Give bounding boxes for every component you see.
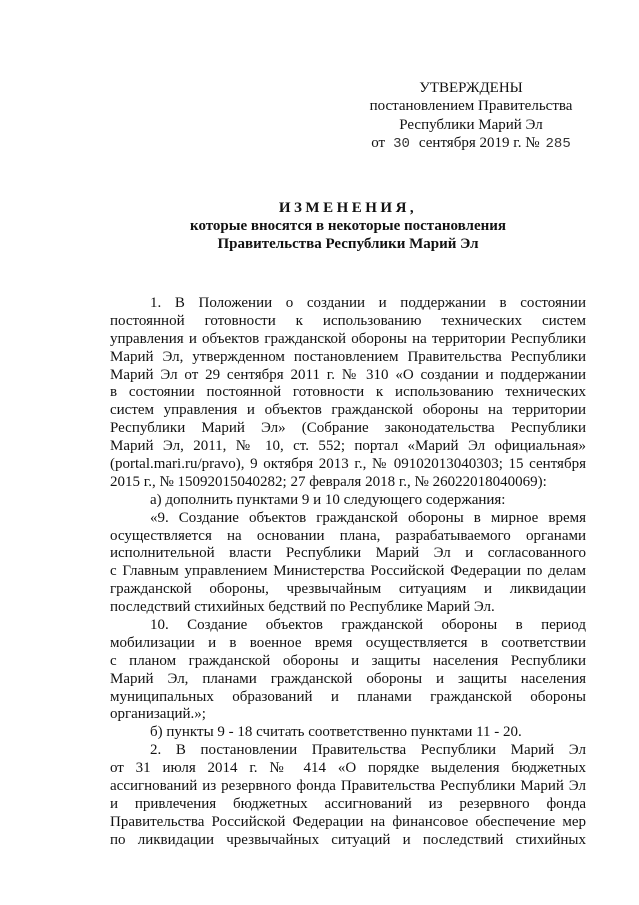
approval-stamp bbox=[366, 79, 576, 153]
text-line: организаций.»; bbox=[110, 706, 206, 723]
text-line: ассигнований из резервного фонда Правительства Республики Марий Эл bbox=[110, 778, 586, 795]
paragraph bbox=[110, 617, 586, 724]
approved-label: УТВЕРЖДЕНЫ bbox=[419, 80, 523, 96]
document-body bbox=[110, 295, 586, 850]
date-prefix: от bbox=[371, 134, 386, 151]
title-subtitle-line-1: которые вносятся в некоторые постановления bbox=[190, 218, 506, 234]
text-line: Республики Марий Эл» (Собрание законодательства Республики bbox=[110, 420, 586, 437]
text-line: и привлечения бюджетных ассигнований из резервного фонда bbox=[110, 795, 586, 812]
text-line: муниципальных образований и планами гражданской обороны bbox=[110, 688, 586, 705]
text-line: «9. Создание объектов гражданской обороны в мирное время bbox=[150, 509, 586, 526]
text-line: 1. В Положении о создании и поддержании в состоянии bbox=[150, 295, 586, 311]
text-line: а) дополнить пунктами 9 и 10 следующего содержания: bbox=[150, 491, 506, 508]
text-line: Марий Эл, планами гражданской обороны и защиты населения bbox=[110, 670, 586, 687]
text-line: постоянной готовности к использованию технических систем bbox=[110, 312, 586, 329]
text-line: Марий Эл, утвержденном постановлением Правительства Республики bbox=[110, 348, 586, 365]
text-line: управления и объектов гражданской обороны на территории Республики bbox=[110, 330, 586, 347]
resolution-number: 285 bbox=[545, 135, 571, 152]
text-line: Марий Эл, 2011, № 10, ст. 552; портал «Марий Эл официальная» bbox=[110, 438, 586, 455]
paragraph bbox=[110, 492, 586, 510]
paragraph bbox=[110, 724, 586, 742]
text-line: 2015 г., № 15092015040282; 27 февраля 2018 г., № 26022018040069): bbox=[110, 473, 547, 490]
text-line: (portal.mari.ru/pravo), 9 октября 2013 г., № 09102013040303; 15 сентября bbox=[110, 456, 586, 473]
text-line: гражданской обороны, чрезвычайным ситуациям и ликвидации bbox=[110, 581, 586, 598]
resolution-day: 30 bbox=[393, 135, 410, 152]
text-line: осуществляется на основании плана, разрабатываемого органами bbox=[110, 527, 586, 544]
text-line: б) пункты 9 - 18 считать соответственно пунктами 11 - 20. bbox=[150, 724, 522, 741]
title-heading: ИЗМЕНЕНИЯ, bbox=[278, 200, 418, 216]
text-line: исполнительной власти Республики Марий Эл и согласованного bbox=[110, 545, 586, 562]
text-line: систем управления и объектов гражданской обороны на территории bbox=[110, 402, 586, 419]
text-line: с Главным управлением Министерства Российской Федерации по делам bbox=[110, 563, 586, 580]
text-line: 10. Создание объектов гражданской обороны в период bbox=[150, 617, 586, 634]
resolution-date-line bbox=[366, 134, 576, 153]
text-line: с планом гражданской обороны и защиты населения Республики bbox=[110, 652, 586, 669]
text-line: Марий Эл от 29 сентября 2011 г. № 310 «О создании и поддержании bbox=[110, 366, 586, 383]
text-line: 2. В постановлении Правительства Республики Марий Эл bbox=[150, 742, 586, 759]
text-line: Правительства Российской Федерации на финансовое обеспечение мер bbox=[110, 813, 586, 830]
text-line: по ликвидации чрезвычайных ситуаций и последствий стихийных bbox=[110, 831, 586, 848]
resolution-date-text: сентября 2019 г. № bbox=[418, 134, 540, 151]
text-line: последствий стихийных бедствий по Республике Марий Эл. bbox=[110, 599, 495, 616]
republic-line: Республики Марий Эл bbox=[399, 116, 543, 133]
title-subtitle-line-2: Правительства Республики Марий Эл bbox=[217, 236, 479, 252]
paragraph bbox=[110, 295, 586, 492]
text-line: мобилизации и в военное время осуществляется в соответствии bbox=[110, 634, 586, 651]
text-line: от 31 июля 2014 г. № 414 «О порядке выделения бюджетных bbox=[110, 760, 586, 777]
paragraph bbox=[110, 510, 586, 617]
approved-by-line: постановлением Правительства bbox=[369, 98, 573, 115]
text-line: в состоянии постоянной готовности к использованию технических bbox=[110, 384, 586, 401]
paragraph bbox=[110, 742, 586, 849]
document-title bbox=[110, 199, 586, 253]
